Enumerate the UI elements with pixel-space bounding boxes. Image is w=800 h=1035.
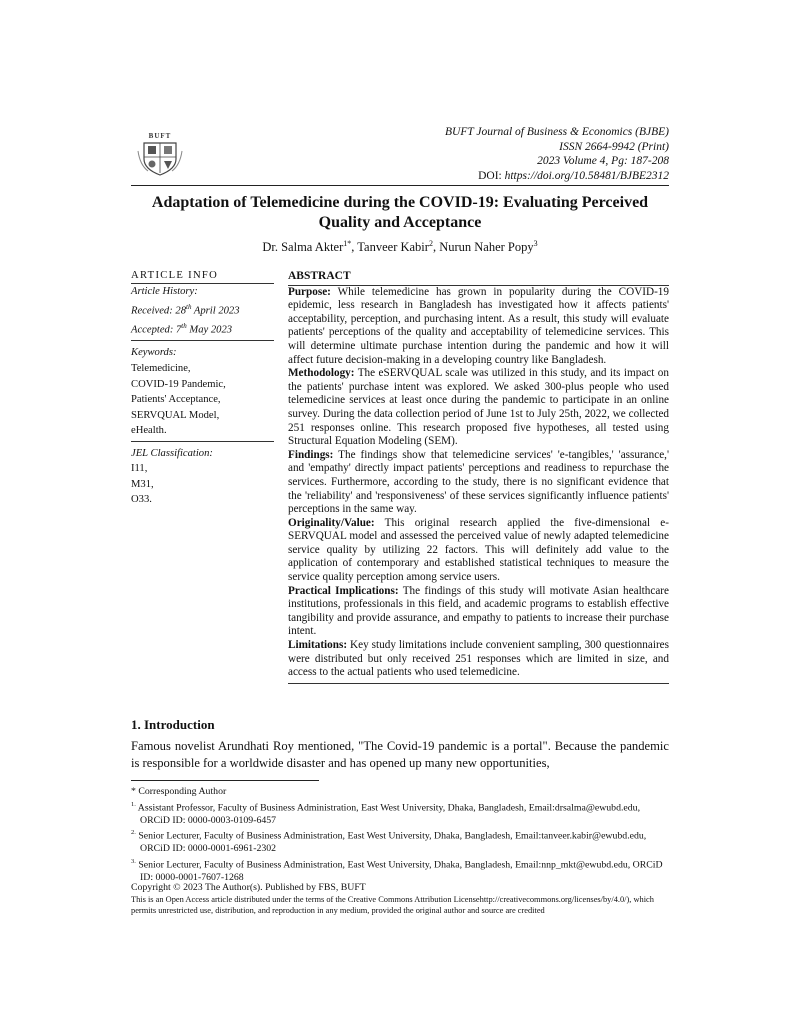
abstract-text: Key study limitations include convenient sampling, 300 questionnaires were distributed but only received 251 responses which are limited in size, and access to the actual patients who used telemedicine.: [288, 639, 669, 679]
copyright-line: Copyright © 2023 The Author(s). Published by FBS, BUFT: [131, 882, 366, 893]
abstract-label: Findings:: [288, 448, 334, 461]
footnote-mark: 1.: [131, 800, 136, 808]
author-mark: 1*: [343, 239, 352, 248]
license-text: This is an Open Access article distributed under the terms of the Creative Commons Attribution Licensehttp://creativecommons.org/licenses/by/4.0/), which permits unrestricted use, distribution, and reproduction in any medium, provided the original author and source are credited: [131, 895, 654, 915]
footnote-mark: 2.: [131, 829, 136, 837]
abstract: [288, 270, 669, 684]
abstract-text: The findings of this study will motivate Asian healthcare institutions, professionals in this field, and academic programs to establish effective tangibility and provide assurance, and empathy to patients to increase their purchase intent.: [288, 584, 669, 638]
jel-code: M31,: [131, 478, 154, 490]
svg-text:BUFT: BUFT: [148, 132, 172, 140]
jel-code: O33.: [131, 494, 152, 506]
info-divider: [131, 441, 274, 442]
history-label: Article History:: [131, 286, 198, 297]
abstract-findings: [288, 449, 669, 517]
accepted-date: Accepted: 7th May 2023: [131, 321, 233, 336]
header-divider: [131, 185, 669, 186]
paper-title: Adaptation of Telemedicine during the COVID-19: Evaluating Perceived Quality and Acceptance: [151, 194, 649, 231]
jel-label: JEL Classification:: [131, 447, 213, 459]
journal-logo: [136, 131, 184, 177]
abstract-text: The findings show that telemedicine services' 'e-tangibles,' 'assurance,' and 'empathy' directly impact patients' perceptions and readiness to repurchase the services. Furthermore, according to the study, there is no significant evidence that the 'reliability' and 'responsiveness' of these services significantly influence patients' perceptions in the same way.: [288, 448, 669, 516]
journal-issn: ISSN 2664-9942 (Print): [559, 140, 669, 153]
abstract-text: The eSERVQUAL scale was utilized in this study, and its impact on the patients' purchase intent was explored. We asked 300-plus people who used telemedicine services at least once during the pandemic to participate in an online survey. During the data collection period of June 1st to July 25th, 2022, we collected 251 responses online. This research proposed five hypotheses, all tested using Structural Equation Modeling (SEM).: [288, 367, 669, 448]
author-name: Dr. Salma Akter: [262, 240, 344, 255]
abstract-divider: [288, 683, 669, 684]
keyword: Telemedicine,: [131, 363, 191, 375]
corresponding-author-note: * Corresponding Author: [131, 786, 227, 797]
buft-logo-icon: [136, 131, 184, 177]
footnote-text: Assistant Professor, Faculty of Business Administration, East West University, Dhaka, Bangladesh, Email:drsalma@ewubd.edu, ORCiD ID: 0000-0003-0109-6457: [135, 801, 641, 826]
footnote-mark: 3.: [131, 858, 136, 866]
article-info-heading: ARTICLE INFO: [131, 270, 274, 284]
author-name: Tanveer Kabir: [357, 240, 429, 255]
abstract-methodology: [288, 367, 669, 449]
keyword: SERVQUAL Model,: [131, 409, 220, 421]
abstract-label: Purpose:: [288, 285, 331, 298]
keyword: Patients' Acceptance,: [131, 394, 221, 406]
abstract-label: Originality/Value:: [288, 516, 375, 529]
author-name: Nurun Naher Popy: [439, 240, 534, 255]
abstract-text: While telemedicine has grown in popularity during the COVID-19 epidemic, less research in Bangladesh has investigated how it affects patients' acceptability, perception, and purchasing intent. As a result, this study will evaluate patients' perceptions of the quality and acceptability of telemedicine services. This will determine ultimate purchase intention during the pandemic and how it will affect future decision-making in a developing country like Bangladesh.: [288, 285, 669, 366]
keywords-label: Keywords:: [131, 346, 177, 358]
abstract-heading: ABSTRACT: [288, 270, 669, 286]
abstract-purpose: [288, 286, 669, 368]
journal-header: [445, 125, 669, 183]
abstract-limitations: [288, 639, 669, 680]
received-date: Received: 28th April 2023: [131, 302, 240, 317]
footnote-text: Senior Lecturer, Faculty of Business Administration, East West University, Dhaka, Bangladesh, Email:tanveer.kabir@ewubd.edu, ORCiD ID: 0000-0001-6961-2302: [135, 830, 647, 855]
abstract-text: This original research applied the five-dimensional e-SERVQUAL model and assessed the perceived value of newly adapted telemedicine service quality by utilizing 22 factors. This will definitely add value to the application of contemporary and established statistical techniques to measure the service quality perception among service users.: [288, 516, 669, 584]
footnote-divider: [131, 780, 319, 781]
copyright-block: [131, 882, 671, 916]
doi-label: DOI:: [478, 169, 505, 182]
keyword: eHealth.: [131, 425, 167, 437]
article-info: [131, 270, 274, 508]
author-mark: 3: [533, 239, 538, 248]
doi-link[interactable]: https://doi.org/10.58481/BJBE2312: [504, 169, 669, 182]
abstract-label: Limitations:: [288, 639, 348, 652]
intro-heading: 1. Introduction: [131, 717, 215, 732]
journal-doi: [445, 169, 669, 184]
abstract-label: Methodology:: [288, 367, 355, 380]
journal-name: BUFT Journal of Business & Economics (BJBE): [444, 126, 669, 138]
footnote: [131, 856, 671, 885]
footnote-text: Senior Lecturer, Faculty of Business Administration, East West University, Dhaka, Bangladesh, Email:nnp_mkt@ewubd.edu, ORCiD ID: 0000-0001-7607-1268: [135, 859, 663, 884]
footnote: [131, 799, 671, 828]
abstract-implications: [288, 585, 669, 639]
author-list: Dr. Salma Akter$^{1*}$, Tanveer Kabir$^2$, Nurun Naher Popy$^3$: [262, 239, 538, 255]
footnotes: [131, 786, 671, 885]
keyword: COVID-19 Pandemic,: [131, 378, 226, 390]
intro-paragraph: Famous novelist Arundhati Roy mentioned, "The Covid-19 pandemic is a portal". Because the pandemic is responsible for a worldwide disaster and has opened up many new opportunities,: [131, 739, 669, 770]
journal-volume: 2023 Volume 4, Pg: 187-208: [537, 155, 669, 167]
author-mark: 2: [428, 239, 433, 248]
abstract-label: Practical Implications:: [288, 584, 399, 597]
footnote: [131, 827, 671, 856]
info-divider: [131, 340, 274, 341]
jel-code: I11,: [131, 463, 148, 475]
abstract-originality: [288, 517, 669, 585]
